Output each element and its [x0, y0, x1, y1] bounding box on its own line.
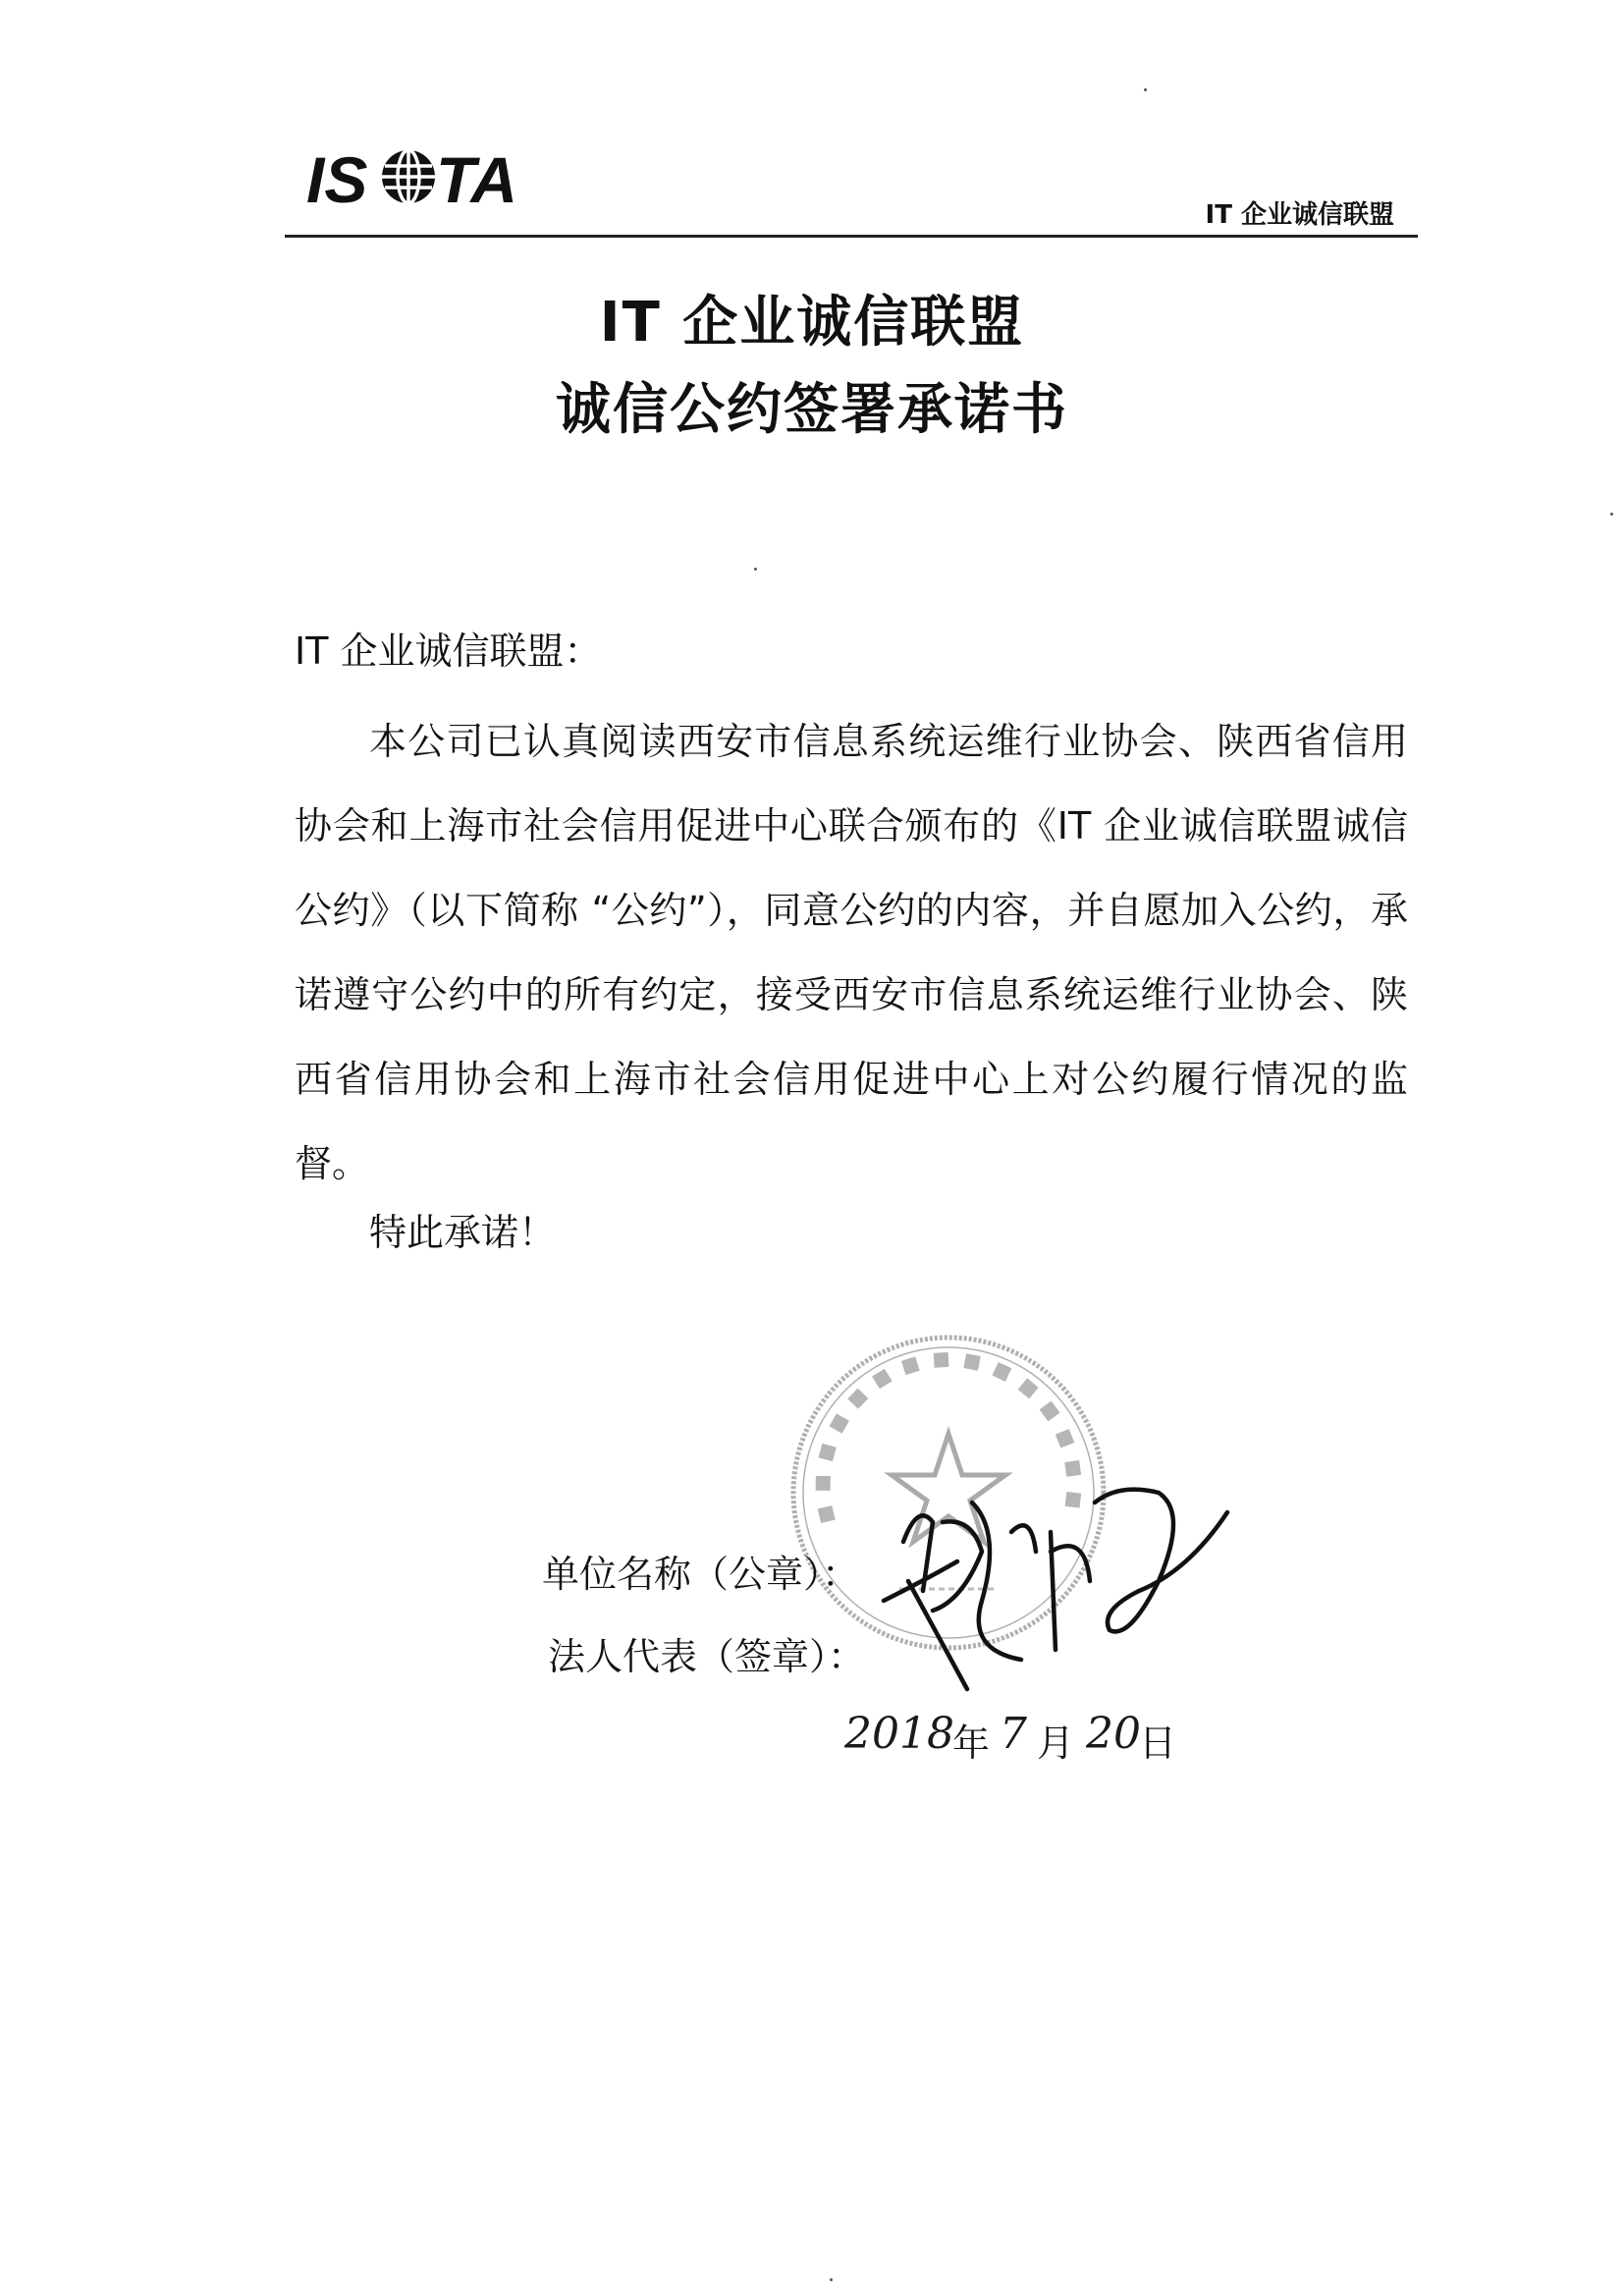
svg-text:IS: IS [306, 143, 368, 216]
document-title-line2: 诚信公约签署承诺书 [556, 378, 1068, 442]
scan-speck [1610, 513, 1613, 516]
isota-logo [304, 137, 540, 216]
date-day-suffix: 日 [1139, 1722, 1177, 1765]
header-divider [285, 235, 1418, 238]
header-org-name: IT 企业诚信联盟 [1205, 200, 1394, 230]
svg-text:▪ ▪ ▪ ▪ ▪ ▪ ▪ ▪ ▪ ▪ ▪ ▪ ▪ ▪ ▪: ▪ ▪ ▪ ▪ ▪ ▪ ▪ ▪ ▪ ▪ ▪ ▪ ▪ ▪ ▪ [803, 1340, 1094, 1529]
scan-speck [830, 2278, 833, 2281]
date-year: 2018 [844, 1709, 954, 1759]
scan-speck [1144, 88, 1147, 91]
letter-closing: 特此承诺！ [369, 1211, 557, 1254]
date-month-suffix: 月 [1037, 1722, 1075, 1765]
date-year-suffix: 年 [952, 1722, 991, 1765]
svg-text:TA: TA [436, 143, 518, 216]
handwritten-signature [864, 1463, 1257, 1709]
letter-salutation: IT 企业诚信联盟： [295, 629, 602, 673]
date-month: 7 [1000, 1709, 1027, 1759]
unit-name-label: 单位名称（公章）： [542, 1553, 860, 1596]
legal-rep-label: 法人代表（签章）： [548, 1635, 866, 1678]
date-day: 20 [1086, 1709, 1141, 1759]
scan-speck [754, 568, 757, 571]
letter-body: 本公司已认真阅读西安市信息系统运维行业协会、陕西省信用协会和上海市社会信用促进中心联合颁布的《IT 企业诚信联盟诚信公约》（以下简称 “公约”），同意公约的内容，并自愿加入公约，承诺遵守公约中的所有约定，接受西安市信息系统运维行业协会、陕西省信用协会和上海市社会信用促进中心上对公约履行情况的监督。 [295, 720, 1408, 1185]
document-title-line1: IT 企业诚信联盟 [599, 291, 1025, 355]
